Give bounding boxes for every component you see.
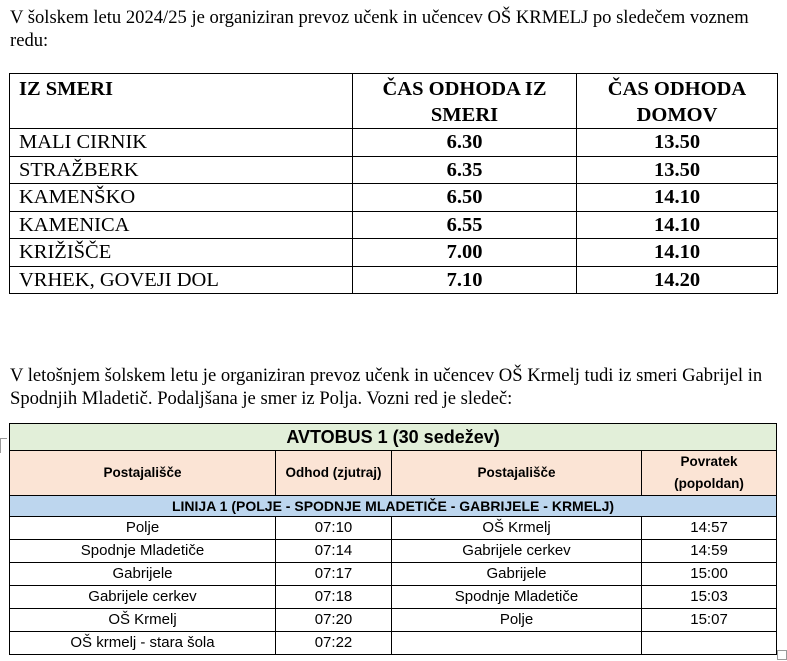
departure-cell: 6.35 <box>353 156 577 184</box>
header-return-time: ČAS ODHODA DOMOV <box>577 74 778 129</box>
stop-morning-cell: OŠ krmelj - stara šola <box>10 632 276 655</box>
time-afternoon-cell: 15:03 <box>642 586 777 609</box>
return-cell: 14.10 <box>577 184 778 212</box>
intro-paragraph-1: V šolskem letu 2024/25 je organiziran prevoz učenk in učencev OŠ KRMELJ po sledečem voznem redu: <box>10 7 749 51</box>
table-row <box>10 586 777 609</box>
stop-afternoon-cell <box>392 632 642 655</box>
time-afternoon-cell: 15:00 <box>642 563 777 586</box>
stop-morning-cell: Polje <box>10 517 276 540</box>
table-row <box>10 239 778 267</box>
stop-afternoon-cell: Polje <box>392 609 642 632</box>
table-row <box>10 632 777 655</box>
header-return-afternoon: Povratek (popoldan) <box>642 451 777 496</box>
place-cell: STRAŽBERK <box>10 156 353 184</box>
departure-cell: 6.30 <box>353 129 577 157</box>
table1-header-row <box>10 74 778 129</box>
header-departure-time: ČAS ODHODA IZ SMERI <box>353 74 577 129</box>
time-afternoon-cell <box>642 632 777 655</box>
place-cell: VRHEK, GOVEJI DOL <box>10 266 353 294</box>
table-anchor-mark <box>0 438 7 453</box>
intro-paragraph-2: V letošnjem šolskem letu je organiziran prevoz učenk in učencev OŠ Krmelj tudi iz smeri Gabrijel in Spodnjih Mladetič. Podaljšana je smer iz Polja. Vozni red je sledeč: <box>10 365 763 409</box>
place-cell: KRIŽIŠČE <box>10 239 353 267</box>
table-row <box>10 266 778 294</box>
table-row <box>10 517 777 540</box>
stop-morning-cell: Gabrijele <box>10 563 276 586</box>
schedule-table-1 <box>9 73 778 294</box>
table-row <box>10 129 778 157</box>
table-row <box>10 609 777 632</box>
time-morning-cell: 07:18 <box>276 586 392 609</box>
header-from-direction: IZ SMERI <box>10 74 353 129</box>
table-row <box>10 563 777 586</box>
stop-afternoon-cell: Gabrijele cerkev <box>392 540 642 563</box>
departure-cell: 6.50 <box>353 184 577 212</box>
return-cell: 13.50 <box>577 156 778 184</box>
line-title-row <box>10 496 777 517</box>
table-row <box>10 540 777 563</box>
stop-afternoon-cell: OŠ Krmelj <box>392 517 642 540</box>
bus-title: AVTOBUS 1 (30 sedežev) <box>10 424 777 451</box>
line-title: LINIJA 1 (POLJE - SPODNJE MLADETIČE - GABRIJELE - KRMELJ) <box>10 496 777 517</box>
stop-morning-cell: Spodnje Mladetiče <box>10 540 276 563</box>
return-cell: 14.10 <box>577 239 778 267</box>
time-afternoon-cell: 14:57 <box>642 517 777 540</box>
time-morning-cell: 07:10 <box>276 517 392 540</box>
departure-cell: 7.10 <box>353 266 577 294</box>
bus-title-row <box>10 424 777 451</box>
table-row <box>10 156 778 184</box>
place-cell: KAMENŠKO <box>10 184 353 212</box>
place-cell: MALI CIRNIK <box>10 129 353 157</box>
table2-header-row <box>10 451 777 496</box>
time-afternoon-cell: 15:07 <box>642 609 777 632</box>
stop-afternoon-cell: Spodnje Mladetiče <box>392 586 642 609</box>
header-departure-morning: Odhod (zjutraj) <box>276 451 392 496</box>
table-resize-handle <box>777 650 787 660</box>
return-cell: 13.50 <box>577 129 778 157</box>
departure-cell: 6.55 <box>353 211 577 239</box>
return-cell: 14.20 <box>577 266 778 294</box>
return-cell: 14.10 <box>577 211 778 239</box>
stop-morning-cell: Gabrijele cerkev <box>10 586 276 609</box>
header-stop-morning: Postajališče <box>10 451 276 496</box>
table-row <box>10 184 778 212</box>
header-stop-afternoon: Postajališče <box>392 451 642 496</box>
stop-afternoon-cell: Gabrijele <box>392 563 642 586</box>
time-morning-cell: 07:17 <box>276 563 392 586</box>
time-morning-cell: 07:20 <box>276 609 392 632</box>
bus-schedule-table <box>9 423 777 655</box>
time-morning-cell: 07:22 <box>276 632 392 655</box>
departure-cell: 7.00 <box>353 239 577 267</box>
place-cell: KAMENICA <box>10 211 353 239</box>
stop-morning-cell: OŠ Krmelj <box>10 609 276 632</box>
table-row <box>10 211 778 239</box>
time-morning-cell: 07:14 <box>276 540 392 563</box>
time-afternoon-cell: 14:59 <box>642 540 777 563</box>
